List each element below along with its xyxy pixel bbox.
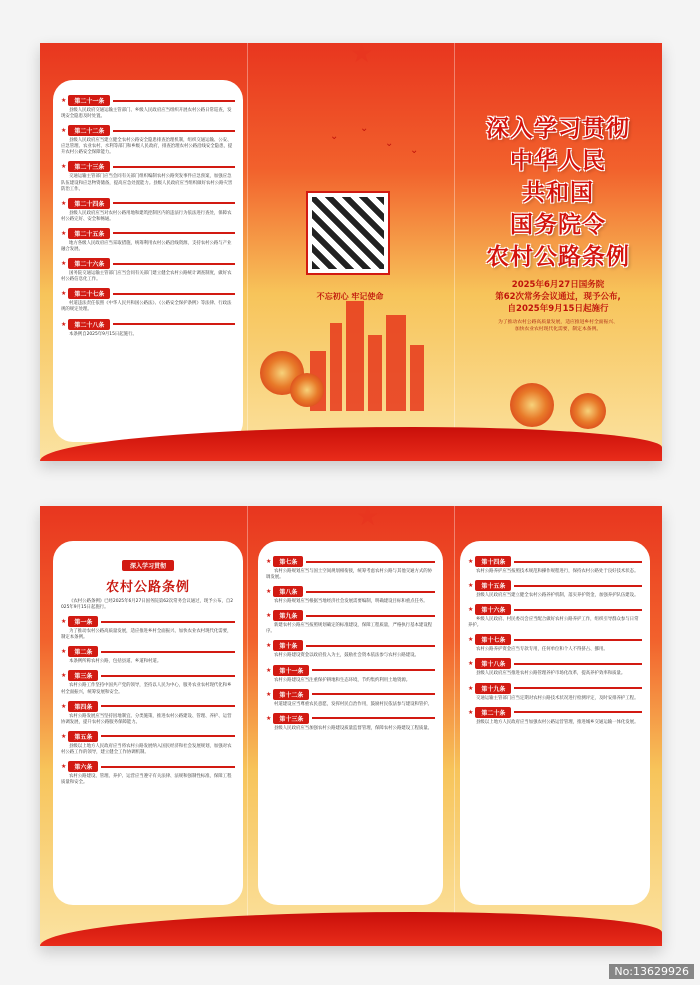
article-header bbox=[61, 701, 235, 712]
article-label: 第二十六条 bbox=[68, 258, 110, 269]
cover-subtitle-line: 第62次常务会议通过，现予公布, bbox=[495, 292, 621, 302]
header-rule bbox=[101, 675, 235, 677]
cover-title-line: 深入学习贯彻 bbox=[486, 116, 630, 142]
cover-intro-line: 为了推动农村公路高质量发展，适应推进乡村全面振兴、 bbox=[498, 320, 618, 325]
article-header bbox=[61, 125, 235, 136]
article-label: 第二十条 bbox=[475, 707, 511, 718]
article-text: 为了推动农村公路高质量发展，适应推进乡村全面振兴、加快农业农村现代化需要，制定本条例。 bbox=[61, 629, 232, 641]
bottom-left-content bbox=[53, 541, 243, 792]
fold-line bbox=[454, 43, 455, 461]
star-icon: ★ bbox=[61, 260, 67, 268]
article-header bbox=[266, 640, 435, 651]
article-header bbox=[266, 556, 435, 567]
star-icon: ★ bbox=[356, 506, 380, 532]
article-list bbox=[460, 541, 650, 732]
article-list bbox=[258, 541, 443, 738]
bottom-middle-card bbox=[258, 541, 443, 905]
star-icon: ★ bbox=[61, 97, 67, 104]
header-rule bbox=[113, 323, 235, 325]
article-header bbox=[61, 198, 235, 209]
article-header bbox=[266, 689, 435, 700]
article-header bbox=[61, 670, 235, 681]
star-icon: ★ bbox=[61, 648, 67, 656]
cover-title-line: 农村公路条例 bbox=[486, 244, 630, 270]
fold-line bbox=[247, 506, 248, 946]
cover-title-line: 国务院令 bbox=[510, 212, 606, 238]
cover-title-block bbox=[458, 113, 658, 333]
article-text: 县级人民政府应当建立健全农村公路养护机制，落实养护资金，加强养护队伍建设。 bbox=[476, 593, 639, 599]
star-icon: ★ bbox=[61, 229, 67, 237]
article-header bbox=[468, 556, 642, 567]
header-rule bbox=[312, 717, 435, 719]
article-label: 第二十三条 bbox=[68, 161, 110, 172]
header-rule bbox=[312, 669, 435, 671]
header-rule bbox=[514, 639, 642, 641]
fold-line bbox=[247, 43, 248, 461]
article-header bbox=[61, 288, 235, 299]
article-text: 农村公路规划应当根据当地经济社会发展需要编制，明确建设目标和重点任务。 bbox=[274, 599, 428, 605]
article-label: 第八条 bbox=[273, 586, 303, 597]
header-rule bbox=[306, 561, 435, 563]
header-rule bbox=[113, 232, 235, 234]
header-rule bbox=[514, 609, 642, 611]
article-header bbox=[61, 228, 235, 239]
article-label: 第二十一条 bbox=[68, 95, 110, 106]
header-rule bbox=[101, 766, 235, 768]
article-text: 新建农村公路应当按照规划确定的标准建设，保障工程质量，严格执行基本建设程序。 bbox=[266, 623, 433, 635]
star-icon: ★ bbox=[266, 666, 272, 674]
article-header bbox=[61, 319, 235, 330]
star-icon: ★ bbox=[350, 43, 374, 69]
header-rule bbox=[514, 663, 642, 665]
skyline-building bbox=[386, 315, 406, 411]
header-rule bbox=[514, 561, 642, 563]
star-icon: ★ bbox=[61, 702, 67, 710]
banner bbox=[61, 553, 235, 595]
article-text: 村道建设应当尊重农民意愿，发挥村民自治作用，鼓励村民依法参与建设和管护。 bbox=[274, 701, 433, 707]
slogan: 不忘初心 牢记使命 bbox=[316, 292, 384, 301]
article-text: 农村公路建设资金以政府投入为主，鼓励社会资本依法参与农村公路建设。 bbox=[274, 653, 419, 659]
article-text: 县级人民政府交通运输主管部门、乡级人民政府应当组织开展农村公路日常巡查，发现安全隐患及时处置。 bbox=[61, 108, 232, 120]
article-label: 第十二条 bbox=[273, 689, 309, 700]
article-header bbox=[468, 707, 642, 718]
article-text: 村道违法责任依照《中华人民共和国公路法》、《公路安全保护条例》等法律、行政法规的规定处理。 bbox=[61, 301, 232, 313]
star-icon: ★ bbox=[468, 606, 474, 614]
header-rule bbox=[101, 651, 235, 653]
article-text: 县级人民政府应当建立健全农村公路安全隐患排查治理机制，组织交通运输、公安、应急管理、农业农村、水利等部门和乡级人民政府，排查治理农村公路沿线安全隐患，提升农村公路安全保障能力。 bbox=[61, 138, 233, 156]
article-label: 第十条 bbox=[273, 640, 303, 651]
star-icon: ★ bbox=[61, 732, 67, 740]
article-header bbox=[61, 258, 235, 269]
article-label: 第二十二条 bbox=[68, 125, 110, 136]
header-rule bbox=[514, 711, 642, 713]
article-label: 第三条 bbox=[68, 670, 98, 681]
fold-line bbox=[454, 506, 455, 946]
article-text: 农村公路养护应当按照技术规范和操作规程进行，保持农村公路处于良好技术状态。 bbox=[476, 569, 639, 574]
article-header bbox=[468, 683, 642, 694]
star-icon: ★ bbox=[266, 642, 272, 650]
article-label: 第七条 bbox=[273, 556, 303, 567]
article-label: 第十八条 bbox=[475, 658, 511, 669]
star-icon: ★ bbox=[266, 612, 272, 620]
header-rule bbox=[101, 735, 235, 737]
star-icon: ★ bbox=[61, 127, 67, 135]
cover-title-line: 共和国 bbox=[522, 180, 594, 206]
article-text: 县级人民政府应当加强农村公路建设质量监督管理，保障农村公路建设工程质量。 bbox=[274, 725, 433, 731]
article-label: 第二十四条 bbox=[68, 198, 110, 209]
header-rule bbox=[514, 585, 642, 587]
header-rule bbox=[101, 621, 235, 623]
star-icon: ★ bbox=[61, 763, 67, 771]
cover-subtitle-line: 自2025年9月15日起施行 bbox=[507, 304, 609, 314]
article-label: 第十三条 bbox=[273, 713, 309, 724]
cover-intro-line: 加快农业农村现代化需要，制定本条例。 bbox=[514, 327, 602, 332]
article-text: 农村公路建设应当注重保护耕地和生态环境，节约集约利用土地资源。 bbox=[274, 677, 411, 683]
article-text: 县级人民政府应当推进农村公路管理养护市场化改革，提高养护效率和质量。 bbox=[476, 671, 626, 677]
article-label: 第十四条 bbox=[475, 556, 511, 567]
star-icon: ★ bbox=[468, 558, 474, 565]
header-rule bbox=[101, 705, 235, 707]
skyline-building bbox=[410, 345, 424, 411]
article-text: 县级以上地方人民政府应当将农村公路发展纳入国民经济和社会发展规划，加强对农村公路工作的领导，建立健全工作协调机制。 bbox=[61, 743, 232, 755]
article-text: 本条例自2025年9月15日起施行。 bbox=[69, 331, 137, 337]
header-rule bbox=[312, 693, 435, 695]
star-icon: ★ bbox=[61, 199, 67, 207]
header-rule bbox=[306, 615, 435, 617]
article-text: 国务院交通运输主管部门应当会同有关部门建立健全农村公路统计调查制度，做好农村公路信息化工作。 bbox=[61, 271, 232, 283]
article-header bbox=[61, 646, 235, 657]
article-text: 交通运输主管部门应当会同有关部门组织编制农村公路突发事件应急预案，加强应急队伍建设和应急物资储备，提高应急处置能力。县级人民政府应当组织做好农村公路灾害防治工作。 bbox=[61, 174, 233, 192]
peony-flower bbox=[510, 383, 554, 427]
article-header bbox=[266, 665, 435, 676]
star-icon: ★ bbox=[468, 660, 474, 668]
article-text: 农村公路建设、管理、养护、运营应当遵守有关法律、法规和强制性标准，保障工程质量和安全。 bbox=[61, 774, 232, 786]
header-rule bbox=[306, 591, 435, 593]
header-rule bbox=[514, 687, 642, 689]
article-label: 第二十八条 bbox=[68, 319, 110, 330]
article-header bbox=[61, 161, 235, 172]
star-icon: ★ bbox=[266, 558, 272, 565]
star-icon: ★ bbox=[266, 588, 272, 596]
header-rule bbox=[113, 130, 235, 132]
article-text: 农村公路养护资金应当专款专用，任何单位和个人不得挤占、挪用。 bbox=[476, 647, 608, 653]
article-header bbox=[468, 634, 642, 645]
article-header bbox=[61, 616, 235, 627]
star-icon: ★ bbox=[61, 618, 67, 626]
article-header bbox=[61, 761, 235, 772]
qr-code bbox=[308, 193, 388, 273]
article-header bbox=[266, 610, 435, 621]
header-rule bbox=[113, 202, 235, 204]
article-header bbox=[266, 586, 435, 597]
article-label: 第一条 bbox=[68, 616, 98, 627]
banner-title: 农村公路条例 bbox=[105, 580, 190, 595]
cover-subtitle-line: 2025年6月27日国务院 bbox=[511, 280, 605, 290]
article-header bbox=[468, 658, 642, 669]
article-header bbox=[468, 580, 642, 591]
article-label: 第五条 bbox=[68, 731, 98, 742]
article-text: 农村公路发展应当坚持因地制宜、分类施策，推进农村公路建设、管理、养护、运营协调发展，提升农村公路服务保障能力。 bbox=[61, 713, 232, 725]
cover-subtitle bbox=[458, 279, 658, 315]
star-icon: ★ bbox=[468, 582, 474, 590]
banner-tag: 深入学习贯彻 bbox=[122, 560, 174, 571]
article-label: 第十一条 bbox=[273, 665, 309, 676]
article-label: 第二十七条 bbox=[68, 288, 110, 299]
peony-flower bbox=[570, 393, 606, 429]
star-icon: ★ bbox=[468, 708, 474, 716]
header-rule bbox=[113, 263, 235, 265]
skyline-building bbox=[346, 301, 364, 411]
article-label: 第二十五条 bbox=[68, 228, 110, 239]
red-ribbon-wave bbox=[40, 912, 662, 946]
article-label: 第六条 bbox=[68, 761, 98, 772]
article-label: 第九条 bbox=[273, 610, 303, 621]
top-left-articles-card bbox=[53, 80, 243, 442]
article-header bbox=[61, 95, 235, 106]
header-rule bbox=[113, 293, 235, 295]
article-header bbox=[266, 713, 435, 724]
article-label: 第四条 bbox=[68, 701, 98, 712]
article-text: 农村公路规划应当与国土空间规划相衔接，统筹考虑农村公路与其他交通方式的协调发展。 bbox=[266, 569, 433, 581]
brochure-inner-sheet bbox=[40, 506, 662, 946]
article-text: 地方各级人民政府应当采取措施，统筹利用农村公路沿线资源，支持农村公路与产业融合发展。 bbox=[61, 240, 232, 253]
star-icon: ★ bbox=[61, 320, 67, 328]
header-rule bbox=[113, 100, 235, 102]
article-label: 第十七条 bbox=[475, 634, 511, 645]
article-list bbox=[53, 80, 243, 344]
article-text: 农村公路工作坚持中国共产党的领导，坚持以人民为中心，服务农业农村现代化和乡村全面振兴，统筹发展和安全。 bbox=[61, 683, 232, 695]
article-text: 本条例所称农村公路，包括县道、乡道和村道。 bbox=[69, 659, 162, 665]
star-icon: ★ bbox=[266, 690, 272, 698]
article-label: 第十九条 bbox=[475, 683, 511, 694]
star-icon: ★ bbox=[468, 684, 474, 692]
star-icon: ★ bbox=[61, 290, 67, 298]
article-header bbox=[61, 731, 235, 742]
bottom-right-card bbox=[460, 541, 650, 905]
header-rule bbox=[306, 645, 435, 647]
brochure-outer-sheet bbox=[40, 43, 662, 461]
star-icon: ★ bbox=[61, 672, 67, 680]
bird-icon: ⌄ bbox=[360, 123, 369, 134]
bird-icon: ⌄ bbox=[330, 131, 339, 142]
article-text: 乡级人民政府、村民委员会应当配合做好农村公路养护工作，组织引导群众参与日常养护。 bbox=[468, 617, 639, 629]
header-rule bbox=[113, 166, 235, 168]
article-text: 县级以上地方人民政府应当加强农村公路运营管理，推进城乡交通运输一体化发展。 bbox=[476, 719, 639, 725]
star-icon: ★ bbox=[266, 714, 272, 722]
cover-intro bbox=[458, 319, 658, 333]
watermark-id: No:13629926 bbox=[609, 964, 694, 979]
article-text: 县级人民政府应当对农村公路用地和建筑控制区内的违法行为依法进行查处，保障农村公路完好、安全和畅通。 bbox=[61, 210, 232, 222]
article-text: 交通运输主管部门应当定期对农村公路技术状况进行检测评定，及时安排养护工程。 bbox=[476, 695, 639, 701]
bottom-left-card bbox=[53, 541, 243, 905]
article-list bbox=[61, 616, 235, 786]
article-label: 第二条 bbox=[68, 646, 98, 657]
skyline-building bbox=[330, 323, 342, 411]
article-header bbox=[468, 604, 642, 615]
star-icon: ★ bbox=[468, 636, 474, 644]
article-label: 第十六条 bbox=[475, 604, 511, 615]
bird-icon: ⌄ bbox=[385, 138, 394, 149]
skyline-building bbox=[368, 335, 382, 411]
cover-title-line: 中华人民 bbox=[510, 148, 606, 174]
intro-text: 《农村公路条例》已经2025年6月27日国务院第62次常务会议通过，现予公布，自2025年9月15日起施行。 bbox=[61, 599, 234, 611]
article-label: 第十五条 bbox=[475, 580, 511, 591]
star-icon: ★ bbox=[61, 163, 67, 171]
bird-icon: ⌄ bbox=[410, 145, 419, 156]
peony-flower bbox=[290, 373, 324, 407]
